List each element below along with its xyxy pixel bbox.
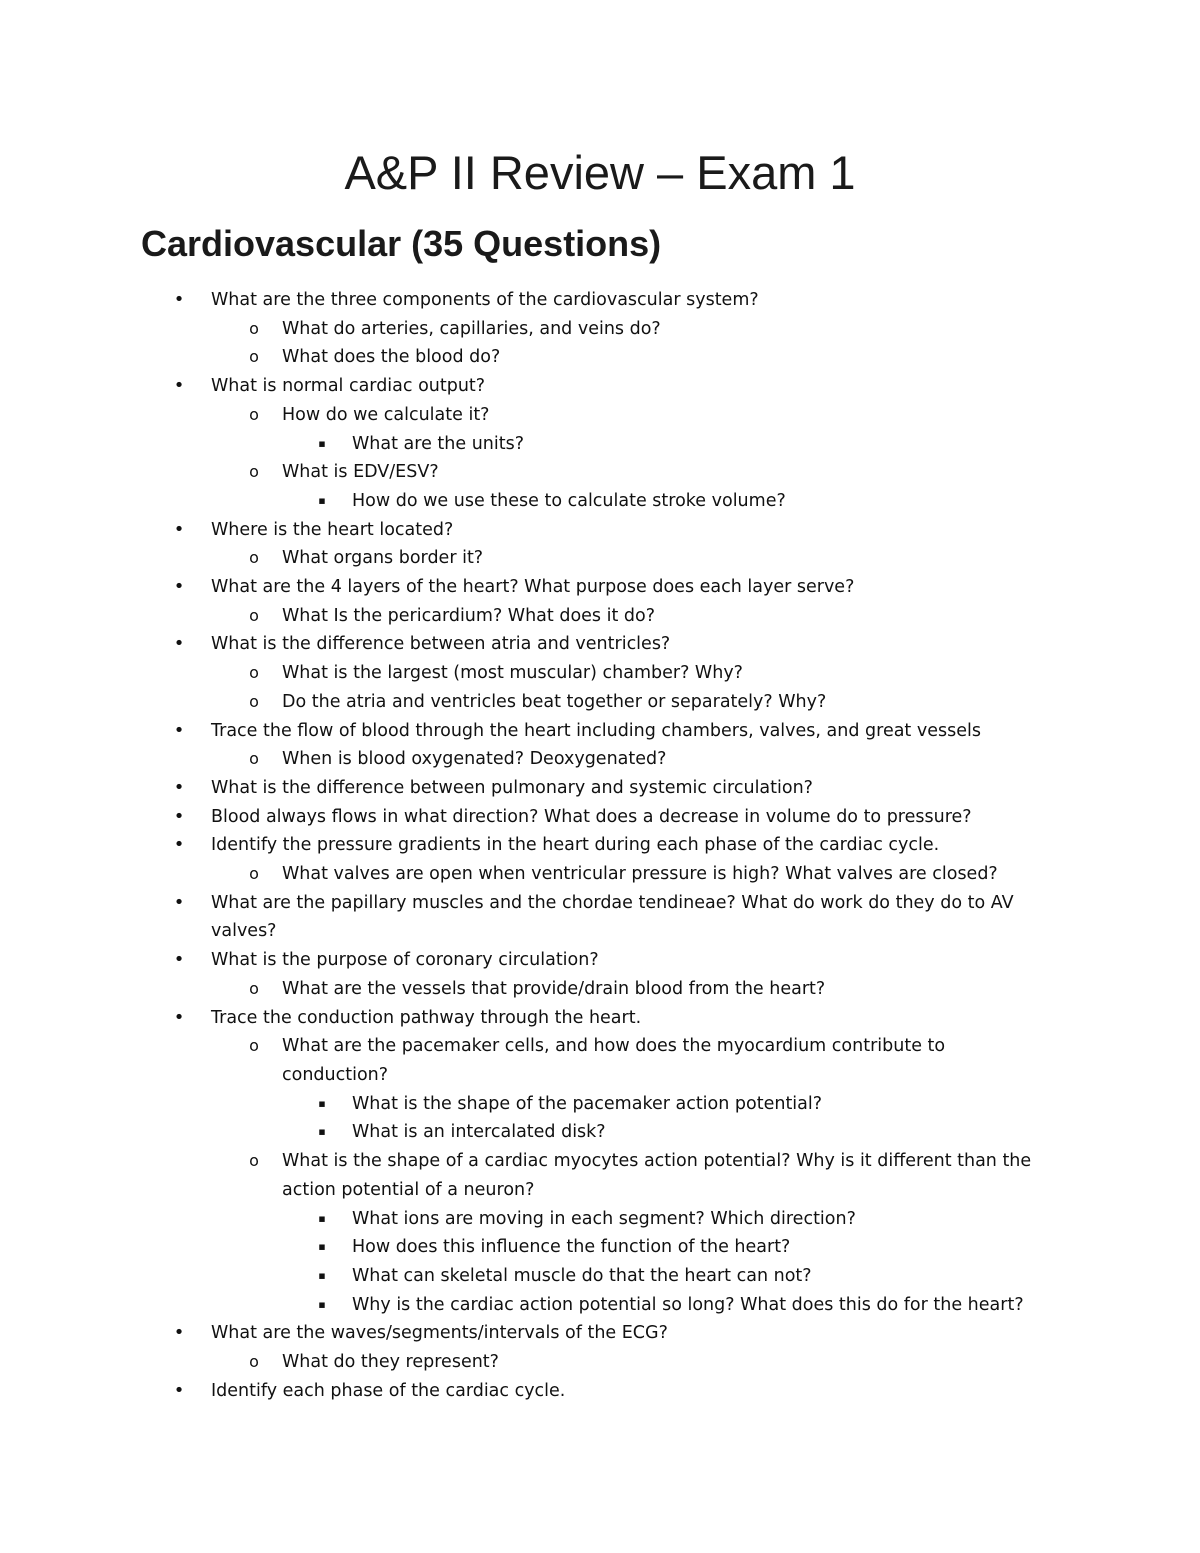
question-text: What valves are open when ventricular pressure is high? What valves are closed?: [282, 864, 998, 885]
question-item-level-2: [0, 401, 1200, 430]
question-text: When is blood oxygenated? Deoxygenated?: [282, 749, 667, 770]
bullet-icon: •: [173, 834, 185, 856]
bullet-icon: •: [173, 375, 185, 397]
question-item-level-1: [0, 630, 1200, 659]
question-item-level-3: [0, 1118, 1200, 1147]
question-text: What are the papillary muscles and the chordae tendineae? What do work do they do to AV: [211, 892, 1014, 913]
question-item-level-1: [0, 774, 1200, 803]
question-item-level-1: [0, 1377, 1200, 1406]
question-text-continued: valves?: [211, 921, 277, 942]
circle-bullet-icon: o: [249, 691, 259, 711]
circle-bullet-icon: o: [249, 749, 259, 769]
bullet-icon: •: [173, 518, 185, 540]
square-bullet-icon: ▪: [318, 1211, 326, 1225]
question-text: What is the difference between atria and ventricles?: [211, 634, 671, 655]
question-item-level-2: [0, 860, 1200, 889]
question-item-level-3: [0, 1291, 1200, 1320]
question-list: [0, 286, 1200, 1405]
section-heading: Cardiovascular (35 Questions): [141, 223, 662, 264]
question-text: Identify each phase of the cardiac cycle.: [211, 1380, 566, 1401]
question-text: What ions are moving in each segment? Which direction?: [352, 1208, 856, 1229]
circle-bullet-icon: o: [249, 663, 259, 683]
question-text: What are the waves/segments/intervals of the ECG?: [211, 1323, 668, 1344]
question-item-level-2: [0, 1348, 1200, 1377]
question-text: Identify the pressure gradients in the heart during each phase of the cardiac cycle.: [211, 835, 940, 856]
circle-bullet-icon: o: [249, 978, 259, 998]
question-text: What do arteries, capillaries, and veins do?: [282, 318, 661, 339]
circle-bullet-icon: o: [249, 1036, 259, 1056]
question-text: What organs border it?: [282, 548, 484, 569]
question-text: What is the difference between pulmonary and systemic circulation?: [211, 777, 813, 798]
circle-bullet-icon: o: [249, 864, 259, 884]
question-item-level-2: [0, 315, 1200, 344]
square-bullet-icon: ▪: [318, 1240, 326, 1254]
question-text: What is the shape of a cardiac myocytes action potential? Why is it different than the: [282, 1151, 1032, 1172]
bullet-icon: •: [173, 719, 185, 741]
question-item-level-1: [0, 717, 1200, 746]
question-item-level-1: [0, 372, 1200, 401]
square-bullet-icon: ▪: [318, 436, 326, 450]
question-item-level-3: [0, 1205, 1200, 1234]
question-text: Trace the conduction pathway through the heart.: [211, 1007, 642, 1028]
square-bullet-icon: ▪: [318, 493, 326, 507]
question-item-level-1: [0, 831, 1200, 860]
circle-bullet-icon: o: [249, 318, 259, 338]
question-item-level-2: [0, 544, 1200, 573]
question-text: Trace the flow of blood through the heart including chambers, valves, and great vessels: [211, 720, 981, 741]
question-item-level-3: [0, 487, 1200, 516]
question-text: Blood always flows in what direction? What does a decrease in volume do to pressure?: [211, 806, 972, 827]
bullet-icon: •: [173, 949, 185, 971]
question-text: How do we calculate it?: [282, 404, 490, 425]
bullet-icon: •: [173, 289, 185, 310]
question-text: What are the 4 layers of the heart? What purpose does each layer serve?: [211, 577, 855, 598]
circle-bullet-icon: o: [249, 462, 259, 482]
bullet-icon: •: [173, 576, 185, 598]
question-item-level-3: [0, 1090, 1200, 1119]
question-text: What Is the pericardium? What does it do?: [282, 605, 655, 626]
question-text: How does this influence the function of the heart?: [352, 1237, 791, 1258]
question-item-level-1: [0, 1004, 1200, 1033]
circle-bullet-icon: o: [249, 347, 259, 367]
question-item-level-1: [0, 946, 1200, 975]
square-bullet-icon: ▪: [318, 1268, 326, 1282]
question-item-level-1: [0, 516, 1200, 545]
question-text: Where is the heart located?: [211, 519, 454, 540]
square-bullet-icon: ▪: [318, 1125, 326, 1139]
question-text: What is the largest (most muscular) chamber? Why?: [282, 663, 743, 684]
bullet-icon: •: [173, 1379, 185, 1401]
question-text: What is normal cardiac output?: [211, 376, 486, 397]
bullet-icon: •: [173, 1006, 185, 1028]
question-item-level-1: [0, 1319, 1200, 1348]
question-text: What is the shape of the pacemaker action potential?: [352, 1093, 823, 1114]
bullet-icon: •: [173, 891, 185, 913]
question-text: What are the units?: [352, 433, 525, 454]
square-bullet-icon: ▪: [318, 1096, 326, 1110]
question-item-level-2: [0, 1147, 1200, 1204]
question-item-level-2: [0, 659, 1200, 688]
question-text-continued: action potential of a neuron?: [282, 1179, 535, 1200]
question-text: Do the atria and ventricles beat together or separately? Why?: [282, 691, 827, 712]
question-item-level-1: [0, 889, 1200, 946]
bullet-icon: •: [173, 805, 185, 827]
question-item-level-2: [0, 343, 1200, 372]
circle-bullet-icon: o: [249, 1352, 259, 1372]
question-text: What does the blood do?: [282, 347, 501, 368]
square-bullet-icon: ▪: [318, 1297, 326, 1311]
question-text: How do we use these to calculate stroke volume?: [352, 490, 786, 511]
question-item-level-1: [0, 573, 1200, 602]
question-item-level-2: [0, 458, 1200, 487]
question-item-level-2: [0, 1032, 1200, 1089]
question-text: Why is the cardiac action potential so long? What does this do for the heart?: [352, 1294, 1024, 1315]
question-item-level-2: [0, 602, 1200, 631]
circle-bullet-icon: o: [249, 548, 259, 568]
question-text: What do they represent?: [282, 1352, 499, 1373]
circle-bullet-icon: o: [249, 404, 259, 424]
question-text: What are the pacemaker cells, and how does the myocardium contribute to: [282, 1036, 946, 1057]
question-text: What is an intercalated disk?: [352, 1122, 606, 1143]
question-item-level-3: [0, 430, 1200, 459]
bullet-icon: •: [173, 1322, 185, 1344]
bullet-icon: •: [173, 633, 185, 655]
question-item-level-1: [0, 286, 1200, 315]
bullet-icon: •: [173, 776, 185, 798]
question-text: What is the purpose of coronary circulation?: [211, 950, 599, 971]
question-item-level-2: [0, 688, 1200, 717]
circle-bullet-icon: o: [249, 1151, 259, 1171]
question-text: What can skeletal muscle do that the heart can not?: [352, 1265, 812, 1286]
question-text-continued: conduction?: [282, 1064, 389, 1085]
question-item-level-3: [0, 1262, 1200, 1291]
question-text: What is EDV/ESV?: [282, 462, 439, 483]
question-item-level-2: [0, 745, 1200, 774]
circle-bullet-icon: o: [249, 605, 259, 625]
question-text: What are the three components of the cardiovascular system?: [211, 290, 759, 310]
question-text: What are the vessels that provide/drain blood from the heart?: [282, 978, 826, 999]
document-title: A&P II Review – Exam 1: [344, 146, 856, 199]
question-item-level-3: [0, 1233, 1200, 1262]
question-item-level-1: [0, 803, 1200, 832]
question-item-level-2: [0, 975, 1200, 1004]
